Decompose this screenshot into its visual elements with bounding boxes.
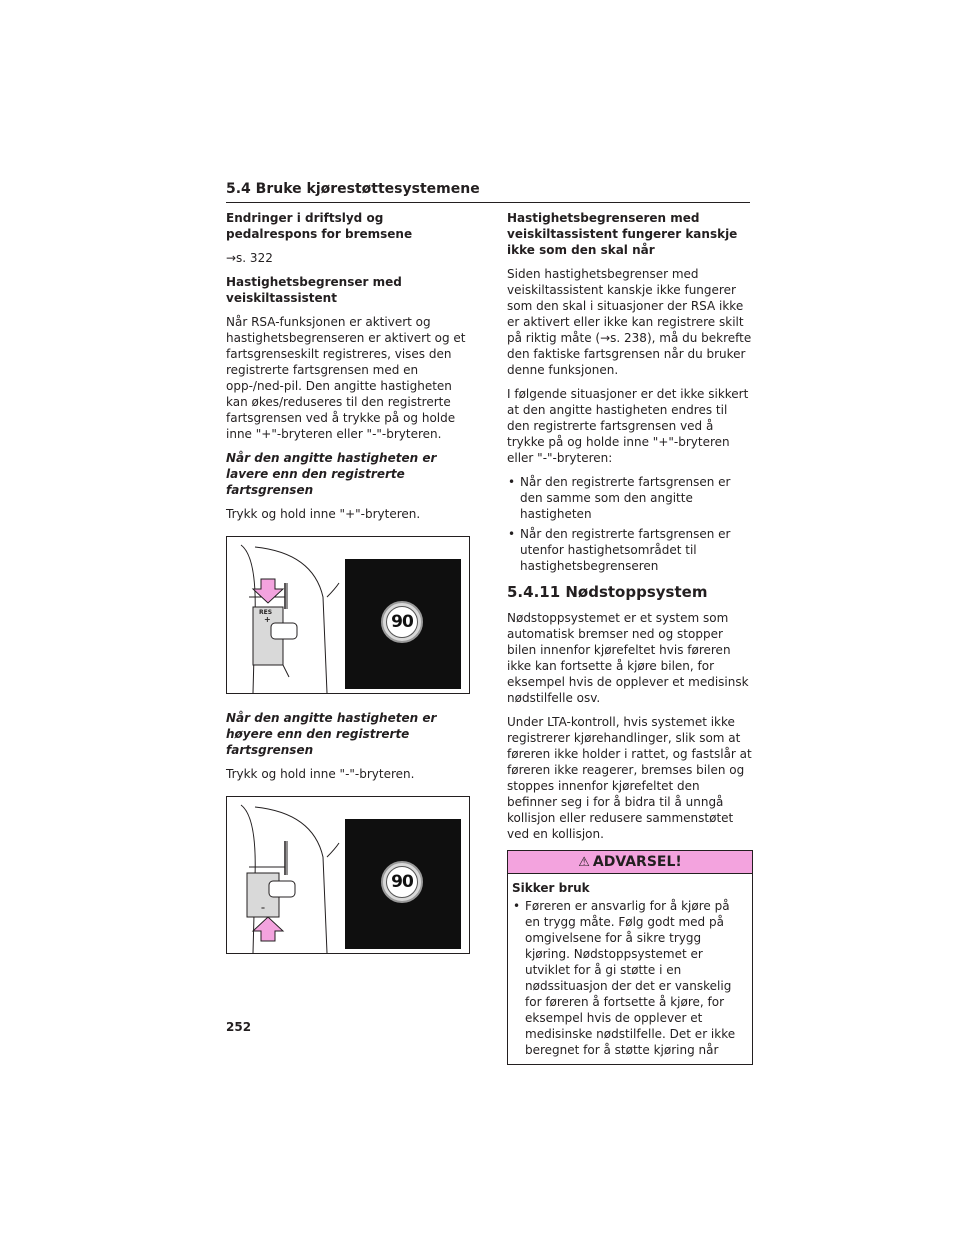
warning-triangle-icon: ⚠	[578, 854, 590, 870]
speed-limit-value: 90	[391, 612, 413, 632]
paragraph-limiter-conditions: Siden hastighetsbegrenser med veiskiltassistent kanskje ikke fungerer som den skal i situasjoner der RSA ikke er aktivert eller ikke kan registrere skilt på riktig måte (→s. 238), må du bekrefte den faktiske fartsgrensen når du bruker denne funksjonen.	[507, 267, 752, 377]
heading-higher-speed: Når den angitte hastigheten er høyere enn den registrerte fartsgrensen	[226, 711, 437, 757]
warning-title: ADVARSEL!	[592, 854, 682, 870]
speed-limit-sign-icon	[381, 601, 423, 643]
heading-limiter-may-not-work: Hastighetsbegrenseren med veiskiltassistent fungerer kanskje ikke som den skal når	[507, 211, 738, 257]
paragraph-situations: I følgende situasjoner er det ikke sikkert at den angitte hastigheten endres til den registrerte fartsgrensen ved å trykke på og holde inne "+"-bryteren eller "-"-bryteren:	[507, 387, 749, 465]
warning-subtitle: Sikker bruk	[512, 881, 590, 895]
section-heading-emergency-stop: 5.4.11 Nødstoppsystem	[507, 583, 708, 601]
paragraph-lta-control: Under LTA-kontroll, hvis systemet ikke registrerer kjørehandlinger, slik som at føreren ikke holder i rattet, og fastslår at føreren ikke reagerer, bremses bilen og stoppes innenfor kjørefeltet den befinner seg i for å bidra til å unngå kollisjon eller redusere sammenstøtet ved en kollisjon.	[507, 715, 752, 841]
list-item: • Når den registrerte fartsgrensen er utenfor hastighetsområdet til hastighetsbegrenseren	[507, 526, 753, 574]
page-number: 252	[226, 1020, 252, 1034]
paragraph-emergency-stop-intro: Nødstoppsystemet er et system som automatisk bremser ned og stopper bilen innenfor kjørefeltet hvis føreren ikke kan fortsette å kjøre bilen, for eksempel hvis de opplever et medisinsk nødstilfelle osv.	[507, 611, 749, 705]
display-screen	[345, 559, 461, 689]
speed-limit-sign-icon	[381, 861, 423, 903]
paragraph-press-plus: Trykk og hold inne "+"-bryteren.	[226, 507, 421, 521]
warning-body	[508, 874, 752, 1064]
section-title: 5.4 Bruke kjørestøttesystemene	[226, 181, 480, 197]
heading-brake-response: Endringer i driftslyd og pedalrespons for bremsene	[226, 211, 413, 241]
speed-limit-value: 90	[391, 872, 413, 892]
page-reference-link[interactable]: →s. 322	[226, 251, 273, 265]
list-item: • Når den registrerte fartsgrensen er den samme som den angitte hastigheten	[507, 474, 753, 522]
right-column	[507, 210, 753, 1065]
warning-box	[507, 850, 753, 1065]
paragraph-press-minus: Trykk og hold inne "-"-bryteren.	[226, 767, 415, 781]
heading-lower-speed: Når den angitte hastigheten er lavere enn den registrerte fartsgrensen	[226, 451, 437, 497]
left-column	[226, 210, 472, 970]
plus-symbol: +	[264, 615, 271, 624]
figure-plus-switch	[226, 536, 470, 694]
minus-symbol: –	[261, 903, 265, 912]
page-header	[226, 178, 750, 203]
figure-minus-switch	[226, 796, 470, 954]
down-arrow-icon	[253, 579, 283, 603]
paragraph-rsa-description: Når RSA-funksjonen er aktivert og hastighetsbegrenseren er aktivert og et fartsgrenseskilt registreres, vises den registrerte fartsgrensen med en opp-/ned-pil. Den angitte hastigheten kan økes/reduseres til den registrerte fartsgrensen ved å trykke på og holde inne "+"-bryteren eller "-"-bryteren.	[226, 315, 466, 441]
heading-speed-limiter-rsa: Hastighetsbegrenser med veiskiltassistent	[226, 275, 402, 305]
list-item: • Føreren er ansvarlig for å kjøre på en trygg måte. Følg godt med på omgivelsene for å sikre trygg kjøring. Nødstoppsystemet er utviklet for å gi støtte i en nødssituasjon der det er vanskelig for føreren å fortsette å kjøre, for eksempel hvis de opplever et medisinske nødstilfelle. Det er ikke beregnet for å støtte kjøring når	[512, 898, 748, 1058]
up-arrow-icon	[253, 917, 283, 941]
display-screen	[345, 819, 461, 949]
situation-list	[507, 474, 753, 574]
warning-list	[512, 898, 748, 1058]
res-label: RES	[259, 609, 273, 616]
warning-header	[508, 851, 752, 874]
